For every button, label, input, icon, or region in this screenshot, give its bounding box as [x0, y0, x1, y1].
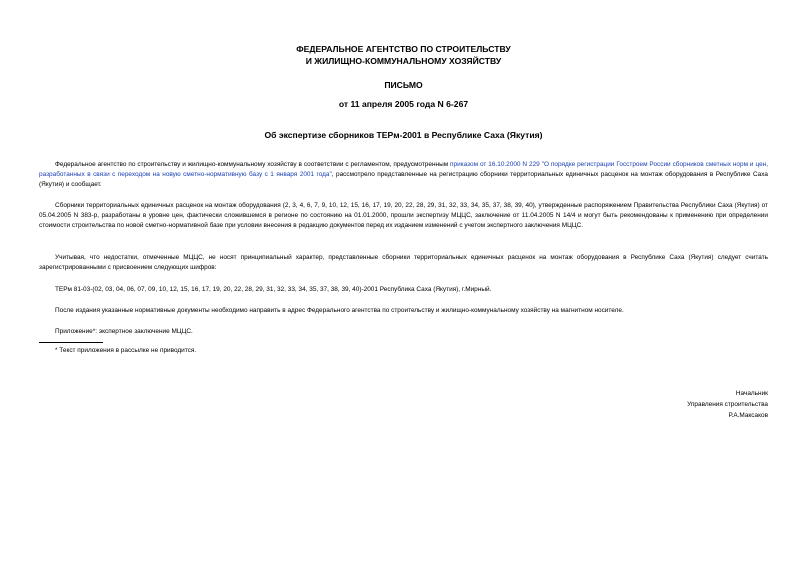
document-subject: Об экспертизе сборников ТЕРм-2001 в Республике Саха (Якутия) [264, 130, 543, 140]
code-line: ТЕРм 81-03-(02, 03, 04, 06, 07, 09, 10, 12, 15, 16, 17, 19, 20, 22, 28, 29, 31, 32, 33, 34, 35, 37, 38, 39, 40)-2001 Республика Саха (Якутия), г.Мирный. [55, 286, 492, 293]
signature-title: Начальник [735, 390, 768, 397]
paragraph-4: После издания указанные нормативные документы необходимо направить в адрес Федерального агентства по строительству и жилищно-коммунальному хозяйству на магнитном носителе. [55, 307, 624, 314]
footnote: * Текст приложения в рассылке не приводится. [55, 347, 197, 354]
document-date: от 11 апреля 2005 года N 6-267 [338, 99, 469, 109]
order-link[interactable]: приказом от 16.10.2000 N 229 [450, 161, 540, 168]
agency-name-line1: ФЕДЕРАЛЬНОЕ АГЕНТСТВО ПО СТРОИТЕЛЬСТВУ [296, 44, 511, 54]
paragraph-2: Сборники территориальных единичных расценок на монтаж оборудования (2, 3, 4, 6, 7, 9, 10, 12, 15, 16, 17, 19, 20, 22, 28, 29, 31, 32, 33, 34, 35, 37, 38, 39, 40), утвержденные распоряжением Правительства Республики Саха (Якутия) от 05.04.2005 N 383-р, разработаны в уровне цен, фактически сложившемся в регионе по состоянию на 01.01.2000, прошли экспертизу МЦЦС, заключение от 11.04.2005 N 14/4 и могут быть рекомендованы к применению при определении стоимости строительства по новой сметно-нормативной базе при условии внесения в редакцию документов перед их изданием изменений с учетом экспертного заключения МЦЦС. [39, 202, 768, 230]
signature-name: Р.А.Максаков [728, 412, 768, 419]
paragraph-1-text-c: , рассмотрело представленные на регистрацию сборники территориальных единичных расценок на монтаж оборудования в Республике Саха (Якутия) и сообщает. [39, 171, 768, 189]
order-title-link[interactable]: "О порядке регистрации Госстроем России сборников сметных норм и цен, разработанных в связи с переходом на новую сметно-нормативную базу с 1 января 2001 года" [39, 161, 768, 179]
agency-name-line2: И ЖИЛИЩНО-КОММУНАЛЬНОМУ ХОЗЯЙСТВУ [305, 56, 502, 66]
paragraph-1 [39, 160, 768, 191]
paragraph-1-text-a: Федеральное агентство по строительству и жилищно-коммунальному хозяйству в соответствии с регламентом, предусмотренным [55, 161, 451, 168]
paragraph-3: Учитывая, что недостатки, отмеченные МЦЦС, не носят принципиальный характер, представленные сборники территориальных единичных расценок на монтаж оборудования в Республике Саха (Якутия) следует считать зарегистрированными с присвоением следующих шифров: [39, 254, 768, 272]
document-type: ПИСЬМО [384, 80, 423, 90]
footnote-divider [39, 342, 103, 343]
attachment-note: Приложение*: экспертное заключение МЦЦС. [55, 328, 193, 335]
signature-department: Управления строительства [687, 401, 768, 408]
